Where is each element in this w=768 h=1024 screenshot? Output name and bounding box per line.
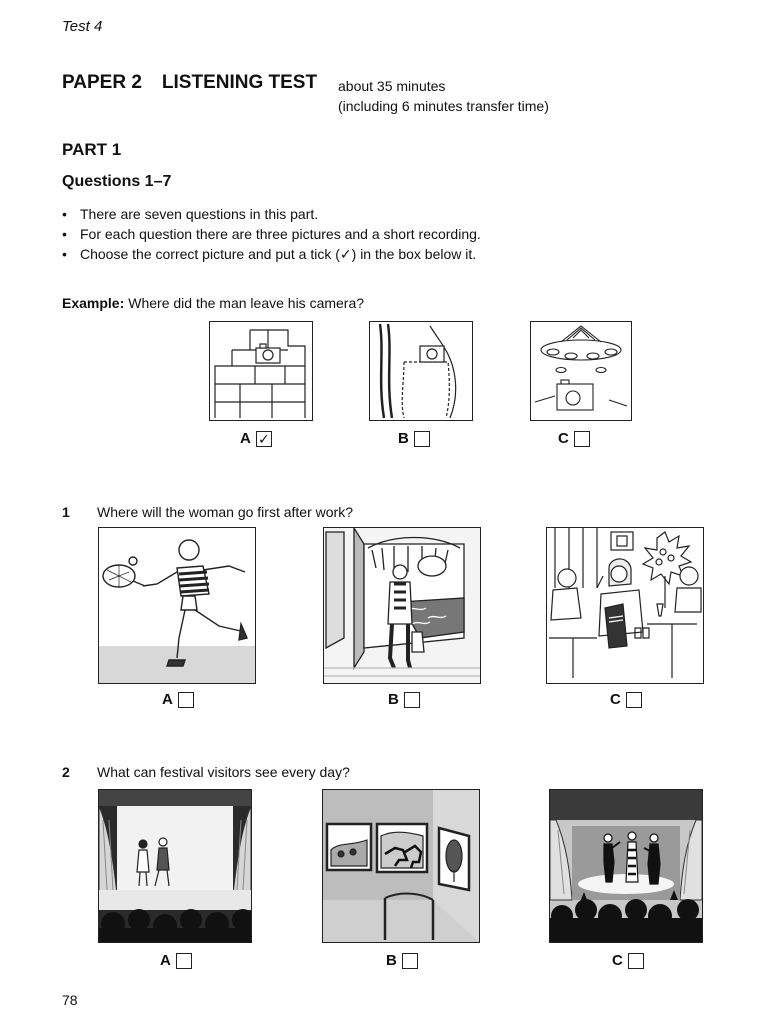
answer-checkbox[interactable] bbox=[574, 431, 590, 447]
question-2-picture-a bbox=[98, 789, 252, 943]
example-picture-c bbox=[530, 321, 632, 421]
theatre-play-illustration bbox=[99, 790, 251, 942]
question-number: 1 bbox=[62, 504, 70, 520]
camera-in-pocket-illustration bbox=[370, 322, 472, 420]
question-number: 2 bbox=[62, 764, 70, 780]
bakery-shopping-illustration bbox=[324, 528, 480, 683]
option-letter: C bbox=[558, 430, 569, 447]
question-1-option-b bbox=[388, 691, 420, 708]
question-text: What can festival visitors see every day? bbox=[97, 764, 350, 780]
musicians-stage-illustration bbox=[550, 790, 702, 942]
answer-checkbox[interactable] bbox=[626, 692, 642, 708]
instruction-item: • Choose the correct picture and put a tick (✓) in the box below it. bbox=[62, 244, 481, 264]
option-letter: B bbox=[388, 691, 399, 708]
option-letter: B bbox=[386, 952, 397, 969]
restaurant-menu-illustration bbox=[547, 528, 703, 683]
questions-heading: Questions 1–7 bbox=[62, 173, 172, 190]
question-2-picture-b bbox=[322, 789, 480, 943]
example-picture-b bbox=[369, 321, 473, 421]
option-letter: C bbox=[610, 691, 621, 708]
example-option-c bbox=[558, 430, 590, 447]
question-2-picture-c bbox=[549, 789, 703, 943]
part-heading: PART 1 bbox=[62, 140, 122, 159]
answer-checkbox[interactable] bbox=[404, 692, 420, 708]
answer-checkbox[interactable]: ✓ bbox=[256, 431, 272, 447]
option-letter: A bbox=[240, 430, 251, 447]
question-1-option-a bbox=[162, 691, 194, 708]
paper-title bbox=[62, 72, 317, 94]
example-option-a bbox=[240, 430, 272, 447]
question-2-option-c bbox=[612, 952, 644, 969]
question-text: Where will the woman go first after work? bbox=[97, 504, 353, 520]
camera-on-steps-illustration bbox=[210, 322, 312, 420]
example-text: Where did the man leave his camera? bbox=[128, 295, 365, 311]
camera-at-table-illustration bbox=[531, 322, 631, 420]
question-1-picture-a bbox=[98, 527, 256, 684]
instruction-item: • For each question there are three pictures and a short recording. bbox=[62, 224, 481, 244]
question-2-option-a bbox=[160, 952, 192, 969]
example-question bbox=[62, 295, 364, 311]
option-letter: A bbox=[160, 952, 171, 969]
example-option-b bbox=[398, 430, 430, 447]
option-letter: A bbox=[162, 691, 173, 708]
example-label: Example: bbox=[62, 295, 125, 311]
running-head: Test 4 bbox=[62, 18, 103, 35]
paper-name: LISTENING TEST bbox=[161, 72, 318, 93]
answer-checkbox[interactable] bbox=[414, 431, 430, 447]
example-picture-a bbox=[209, 321, 313, 421]
tennis-player-illustration bbox=[99, 528, 255, 683]
page-number: 78 bbox=[62, 992, 78, 1008]
question-1-picture-b bbox=[323, 527, 481, 684]
answer-checkbox[interactable] bbox=[402, 953, 418, 969]
option-letter: C bbox=[612, 952, 623, 969]
answer-checkbox[interactable] bbox=[176, 953, 192, 969]
paper-label: PAPER 2 bbox=[62, 72, 142, 93]
instructions-list bbox=[62, 204, 481, 264]
instruction-item: • There are seven questions in this part. bbox=[62, 204, 481, 224]
answer-checkbox[interactable] bbox=[628, 953, 644, 969]
duration-note bbox=[338, 76, 549, 116]
option-letter: B bbox=[398, 430, 409, 447]
answer-checkbox[interactable] bbox=[178, 692, 194, 708]
art-gallery-illustration bbox=[323, 790, 479, 942]
question-1-picture-c bbox=[546, 527, 704, 684]
duration-line: about 35 minutes bbox=[338, 78, 446, 94]
question-2-option-b bbox=[386, 952, 418, 969]
transfer-time-line: (including 6 minutes transfer time) bbox=[338, 98, 549, 114]
question-1-option-c bbox=[610, 691, 642, 708]
